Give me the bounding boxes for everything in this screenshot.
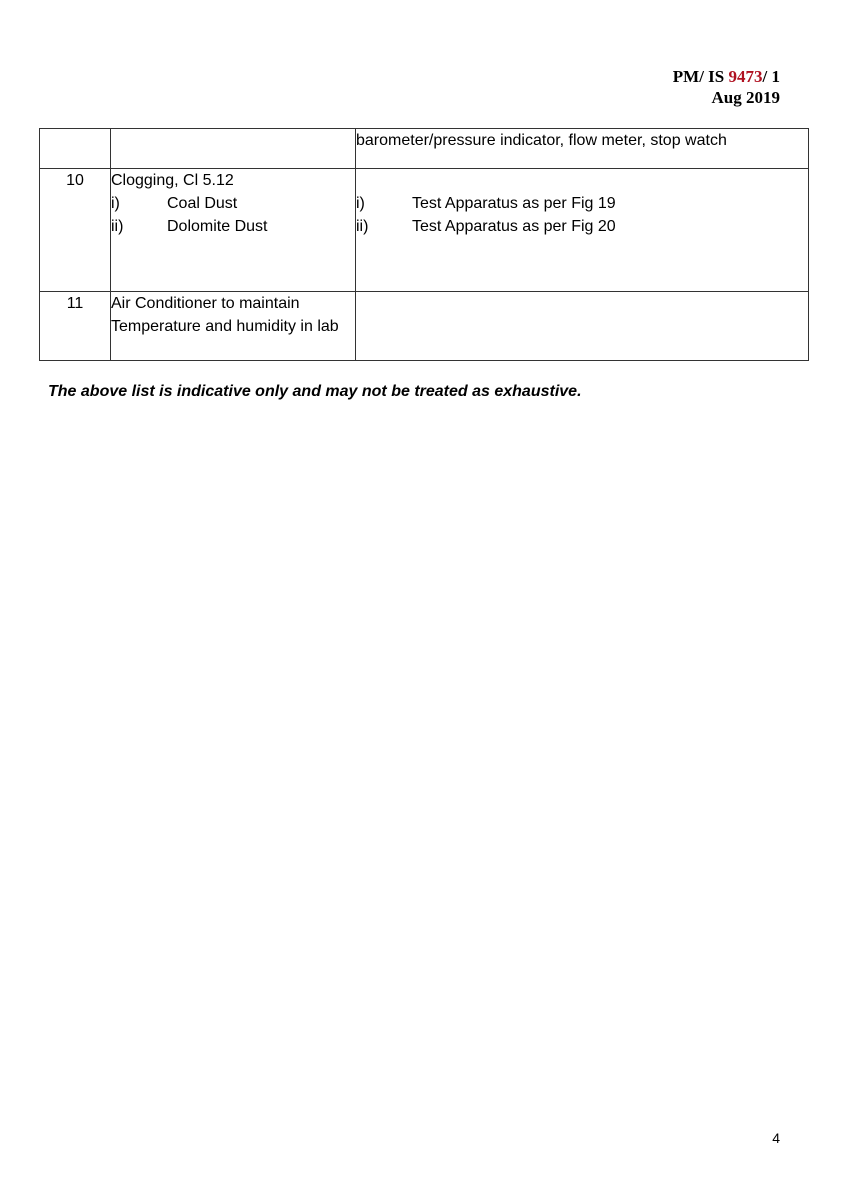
document-date: Aug 2019 [711, 88, 780, 107]
table-row [40, 129, 809, 169]
document-header [673, 66, 780, 108]
equipment-cell [356, 169, 809, 292]
document-id-suffix: / 1 [762, 67, 780, 86]
description-title: Clogging, Cl 5.12 [111, 172, 234, 189]
list-item: ii) Dolomite Dust [111, 218, 268, 235]
description-cell: Air Conditioner to maintain Temperature and humidity in lab [111, 292, 356, 361]
document-id-number: 9473 [728, 67, 763, 86]
list-item: i) Test Apparatus as per Fig 19 [356, 195, 616, 212]
serial-number-cell: 11 [40, 292, 111, 361]
list-item: ii) Test Apparatus as per Fig 20 [356, 218, 616, 235]
document-id-prefix: PM/ IS [672, 67, 729, 86]
description-cell [111, 129, 356, 169]
list-item: i) Coal Dust [111, 195, 238, 212]
equipment-table [39, 128, 809, 361]
serial-number-cell [40, 129, 111, 169]
equipment-cell [356, 129, 809, 169]
disclaimer-note: The above list is indicative only and may not be treated as exhaustive. [48, 383, 582, 400]
table-row [40, 292, 809, 361]
equipment-cell [356, 292, 809, 361]
equipment-text: barometer/pressure indicator, flow meter, stop watch [356, 132, 727, 149]
table-row [40, 169, 809, 292]
document-id [673, 66, 780, 87]
serial-number-cell: 10 [40, 169, 111, 292]
page-number: 4 [772, 1130, 780, 1146]
description-cell [111, 169, 356, 292]
